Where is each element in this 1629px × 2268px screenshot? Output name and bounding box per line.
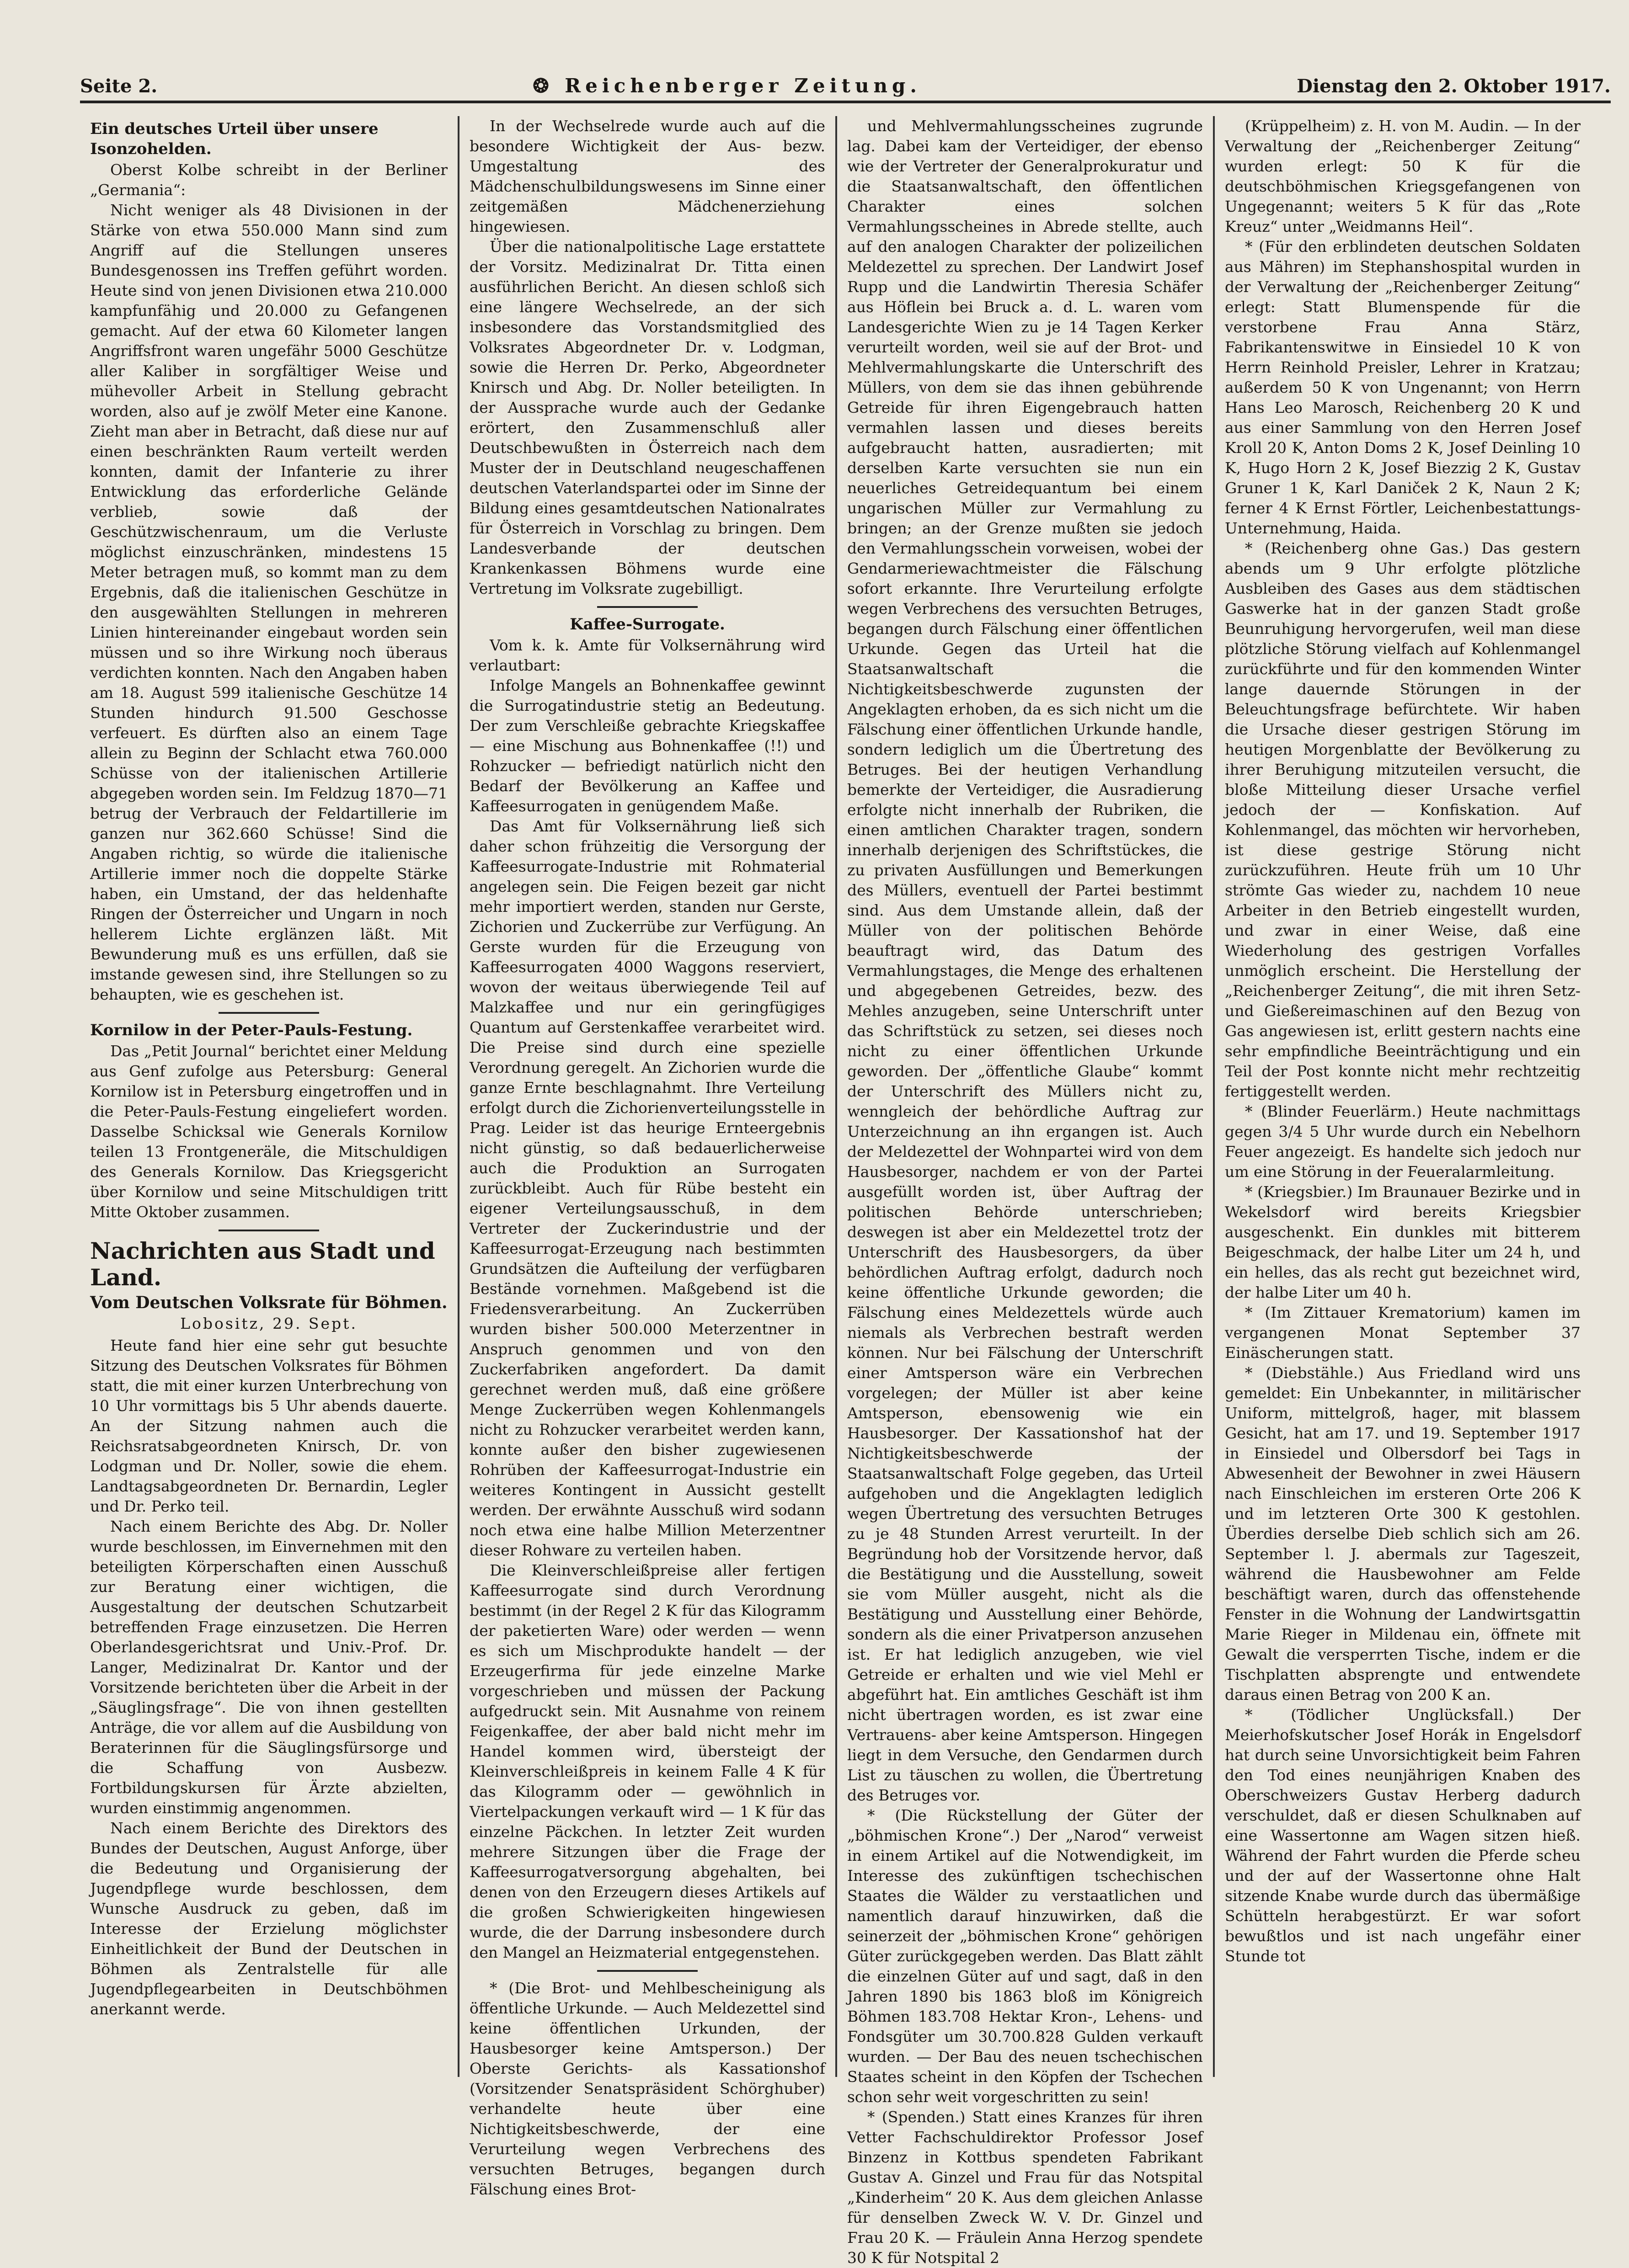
paragraph: und Mehlvermahlungsscheines zugrunde lag. Dabei kam der Verteidiger, der ebenso wie der Vertreter der Generalprokuratur und die Staatsanwaltschaft, den öffentlichen Charakter eines solchen Vermahlungsscheines in Abrede stellte, auch auf den analogen Charakter der polizeilichen Meldezettel zu sprechen. Der Landwirt Josef Rupp und die Landwirtin Theresia Schäfer aus Höflein bei Bruck a. d. L. waren vom Landesgerichte Wien zu je 14 Tagen Kerker verurteilt worden, weil sie auf der Brot- und Mehlvermahlungskarte die Unterschrift des Müllers, von dem sie das ihnen gebührende Getreide für ihren Eigengebrauch hatten vermahlen lassen und dieses bereits aufgebraucht hatten, ausradierten; mit derselben Karte versuchten sie nun ein neuerliches Getreidequantum bei einem ungarischen Müller zur Vermahlung zu bringen; an der Grenze mußten sie jedoch den Vermahlungsschein vorweisen, wobei der Gendarmeriewachtmeister die Fälschung sofort erkannte. Ihre Verurteilung erfolgte wegen Verbrechens des versuchten Betruges, begangen durch Fälschung einer öffentlichen Urkunde. Gegen das Urteil hat die Staatsanwaltschaft die Nichtigkeitsbeschwerde zugunsten der Angeklagten erhoben, da es sich nicht um die Fälschung einer öffentlichen Urkunde handle, sondern lediglich um die Übertretung des Betruges. Bei der heutigen Verhandlung bemerkte der Verteidiger, die Ausradierung erfolgte nicht innerhalb der Rubriken, die einen amtlichen Charakter tragen, sondern innerhalb derjenigen des Schriftstückes, die zu privaten Ausfüllungen und Bemerkungen des Müllers, eventuell der Partei bestimmt sind. Aus dem Umstande allein, daß der Müller von der politischen Behörde beauftragt wird, das Datum des Vermahlungstages, die Menge des erhaltenen und abgegebenen Getreides, bezw. des Mehles anzugeben, seine Unterschrift unter das Schriftstück zu setzen, sei dieses noch nicht zu einer öffentlichen Urkunde geworden. Der „öffentliche Glaube“ kommt der Unterschrift des Müllers nicht zu, wenngleich der behördliche Auftrag zur Unterzeichnung an ihn ergangen ist. Auch der Meldezettel der Wohnpartei wird von dem Hausbesorger, nachdem er von der Partei ausgefüllt worden ist, über Auftrag der politischen Behörde unterschrieben; deswegen ist aber ein Meldezettel trotz der Unterschrift des Hausbesorgers, da über behördlichen Auftrag erfolgt, dadurch noch keine öffentliche Urkunde geworden; die Fälschung eines Meldezettels würde auch niemals als Verbrechen bestraft werden können. Nur bei Fälschung der Unterschrift einer Amtsperson wäre ein Verbrechen vorgelegen; der Müller ist aber keine Amtsperson, ebensowenig wie ein Hausbesorger. Der Kassationshof hat der Nichtigkeitsbeschwerde der Staatsanwaltschaft Folge gegeben, das Urteil aufgehoben und die Angeklagten lediglich wegen Übertretung des versuchten Betruges zu je 48 Stunden Arrest verurteilt. In der Begründung hob der Vorsitzende hervor, daß die Bestätigung und die Ausstellung, soweit sie vom Müller ausgeht, nicht als die Bestätigung und Ausstellung einer Behörde, sondern als die einer Privatperson anzusehen ist. Er hat lediglich anzugeben, wie viel Getreide er erhalten und wie viel Mehl er abgeführt hat. Ein amtliches Geschäft ist ihm nicht übertragen worden, es ist zwar eine Vertrauens- aber keine Amtsperson. Hingegen liegt in dem Versuche, den Gendarmen durch List zu täuschen zu wollen, die Übertretung des Betruges vor. <box>847 117 1203 1804</box>
paragraph: * (Diebstähle.) Aus Friedland wird uns gemeldet: Ein Unbekannter, in militärischer Uniform, mittelgroß, hager, mit blassem Gesicht, hat am 17. und 19. September 1917 in Einsiedel und Olbersdorf bei Tags in Abwesenheit der Bewohner in zwei Häusern nach Einschleichen im ersteren Orte 206 K und im letzteren Orte 300 K gestohlen. Überdies derselbe Dieb schlich sich am 26. September l. J. abermals zur Tageszeit, während die Hausbewohner am Felde beschäftigt waren, durch das offenstehende Fenster in die Wohnung der Landwirtsgattin Marie Rieger in Mildenau ein, öffnete mit Gewalt die versperrten Tische, indem er die Tischplatten absprengte und entwendete daraus einen Betrag von 200 K an. <box>1225 1364 1581 1704</box>
paragraph: Oberst Kolbe schreibt in der Berliner „Germania“: <box>90 161 448 199</box>
paragraph: Das Amt für Volksernährung ließ sich daher schon frühzeitig die Versorgung der Kaffeesurrogate-Industrie mit Rohmaterial angelegen sein. Die Feigen bezeit gar nicht mehr importiert werden, standen nur Gerste, Zichorien und Zuckerrübe zur Verfügung. An Gerste wurden für die Erzeugung von Kaffeesurrogaten 4000 Waggons reserviert, wovon der weitaus überwiegende Teil auf Malzkaffee und nur ein geringfügiges Quantum auf Gerstenkaffee verarbeitet wird. Die Preise sind durch eine spezielle Verordnung geregelt. An Zichorien wurde die ganze Ernte beschlagnahmt. Ihre Verteilung erfolgt durch die Zichorienverteilungsstelle in Prag. Leider ist das heurige Ernteergebnis nicht günstig, so daß bedauerlicherweise auch die Produktion an Surrogaten zurückbleibt. Auch für Rübe besteht ein eigener Verteilungsausschuß, in dem Vertreter der Zuckerindustrie und der Kaffeesurrogat-Erzeugung nach bestimmten Grundsätzen die Aufteilung der verfügbaren Bestände vornehmen. Maßgebend ist die Friedensverarbeitung. An Zuckerrüben wurden bisher 500.000 Meterzentner in Anspruch genommen und von den Zuckerfabriken angefordert. Da damit gerechnet werden muß, daß eine größere Menge Zuckerrüben wegen Kohlenmangels nicht zu Rohzucker verarbeitet werden kann, konnte außer den bisher zugewiesenen Rohrüben der Kaffeesurrogat-Industrie ein weiteres Kontingent in Aussicht gestellt werden. Der erwähnte Ausschuß wird sodann noch etwa eine halbe Million Meterzentner dieser Rohware zu verteilen haben. <box>470 817 825 1559</box>
paragraph: * (Die Rückstellung der Güter der „böhmischen Krone“.) Der „Narod“ verweist in einem Artikel auf die Notwendigkeit, im Interesse des zukünftigen tschechischen Staates die Wälder zu verstaatlichen und namentlich darauf hinzuwirken, daß die seinerzeit der „böhmischen Krone“ gehörigen Güter zurückgegeben werden. Das Blatt zählt die einzelnen Güter auf und sagt, daß in den Jahren 1890 bis 1863 bloß im Königreich Böhmen 183.708 Hektar Kron-, Lehens- und Fondsgüter um 30.700.828 Gulden verkauft wurden. — Der Bau des neuen tschechischen Staates scheint in den Köpfen der Tschechen schon sehr weit vorgeschritten zu sein! <box>847 1806 1203 2106</box>
paragraph: Heute fand hier eine sehr gut besuchte Sitzung des Deutschen Volksrates für Böhmen statt, die mit einer kurzen Unterbrechung von 10 Uhr vormittags bis 5 Uhr abends dauerte. An der Sitzung nahmen auch die Reichsratsabgeordneten Knirsch, Dr. von Lodgman und Dr. Noller, sowie die ehem. Landtagsabgeordneten Dr. Bernardin, Legler und Dr. Perko teil. <box>90 1336 448 1515</box>
paragraph: Nach einem Berichte des Abg. Dr. Noller wurde beschlossen, im Einvernehmen mit den beteiligten Körperschaften einen Ausschuß zur Beratung einer wichtigen, die Ausgestaltung der deutschen Schutzarbeit betreffenden Frage einzusetzen. Die Herren Oberlandesgerichtsrat und Univ.-Prof. Dr. Langer, Medizinalrat Dr. Kantor und der Vorsitzende berichteten über die Arbeit in der „Säuglingsfrage“. Die von ihnen gestellten Anträge, die vor allem auf die Ausbildung von Beraterinnen für die Säuglingsfürsorge und die Schaffung von Ausbezw. Fortbildungskursen für Ärzte abzielten, wurden einstimmig angenommen. <box>90 1517 448 1817</box>
page-number: Seite 2. <box>80 75 158 97</box>
issue-date: Dienstag den 2. Oktober 1917. <box>1297 75 1611 97</box>
paragraph: Die Kleinverschleißpreise aller fertigen Kaffeesurrogate sind durch Verordnung bestimmt (in der Regel 2 K für das Kilogramm der paketierten Ware) oder werden — wenn es sich um Mischprodukte handelt — der Erzeugerfirma für jede einzelne Marke vorgeschrieben und müssen der Packung aufgedruckt sein. Mit Ausnahme von reinem Feigenkaffee, der aber bald nicht mehr im Handel kommen wird, übersteigt der Kleinverschleißpreis in keinem Falle 4 K für das Kilogramm oder — gewöhnlich in Viertelpackungen verkauft wird — 1 K für das einzelne Päckchen. In letzter Zeit wurden mehrere Sitzungen über die Frage der Kaffeesurrogatversorgung abgehalten, bei denen von den Erzeugern dieses Artikels auf die großen Schwierigkeiten hingewiesen wurde, die der Darrung insbesondere durch den Mangel an Heizmaterial entgegenstehen. <box>470 1561 825 1961</box>
paragraph: * (Die Brot- und Mehlbescheinigung als öffentliche Urkunde. — Auch Meldezettel sind keine öffentlichen Urkunden, der Hausbesorger keine Amtsperson.) Der Oberste Gerichts- als Kassationshof (Vorsitzender Senatspräsident Schörghuber) verhandelte heute über eine Nichtigkeitsbeschwerde, der eine Verurteilung wegen Verbrechens des versuchten Betruges, begangen durch Fälschung eines Brot- <box>470 1979 825 2198</box>
dateline: Lobositz, 29. Sept. <box>180 1315 358 1332</box>
divider <box>597 1970 698 1972</box>
paragraph: In der Wechselrede wurde auch auf die besondere Wichtigkeit der Aus- bezw. Umgestaltung des Mädchenschulbildungswesens im Sinne einer zeitgemäßen Mädchenerziehung hingewiesen. <box>470 117 825 235</box>
divider <box>219 1012 319 1014</box>
paragraph: Vom k. k. Amte für Volksernährung wird verlautbart: <box>470 636 825 674</box>
paragraph: * (Im Zittauer Krematorium) kamen im vergangenen Monat September 37 Einäscherungen statt. <box>1225 1304 1581 1362</box>
paragraph: * (Spenden.) Statt eines Kranzes für ihren Vetter Fachschuldirektor Professor Josef Binzenz in Kottbus spendeten Fabrikant Gustav A. Ginzel und Frau für das Notspital „Kinderheim“ 20 K. Aus dem gleichen Anlasse für denselben Zweck W. V. Dr. Ginzel und Frau 20 K. — Fräulein Anna Herzog spendete 30 K für Notspital 2 <box>847 2108 1203 2267</box>
divider <box>219 1230 319 1231</box>
section-heading: Nachrichten aus Stadt und Land. <box>90 1237 435 1291</box>
article-heading: Kornilow in der Peter-Pauls-Festung. <box>90 1021 413 1039</box>
paragraph: * (Für den erblindeten deutschen Soldaten aus Mähren) im Stephanshospital wurden in der Verwaltung der „Reichenberger Zeitung“ erlegt: Statt Blumenspende für die verstorbene Frau Anna Stärz, Fabrikantenswitwe in Einsiedel 10 K von Herrn Reinhold Preisler, Lehrer in Kratzau; außerdem 50 K von Ungenannt; von Herrn Hans Leo Marosch, Reichenberg 20 K und aus einer Sammlung von den Herren Josef Kroll 20 K, Anton Doms 2 K, Josef Deinling 10 K, Hugo Horn 2 K, Josef Biezzig 2 K, Gustav Gruner 1 K, Karl Daniček 2 K, Naun 2 K; ferner 4 K Ernst Förtler, Leichenbestattungs-Unternehmung, Haida. <box>1225 238 1581 537</box>
article-heading: Kaffee-Surrogate. <box>570 615 725 634</box>
column-2 <box>458 116 835 2198</box>
columns <box>80 116 1611 2267</box>
paragraph: * (Reichenberg ohne Gas.) Das gestern abends um 9 Uhr erfolgte plötzliche Ausbleiben des Gases aus dem städtischen Gaswerke hat in der ganzen Stadt große Beunruhigung hervorgerufen, weil man diese plötzliche Störung vielfach auf Kohlenmangel zurückführte und für den kommenden Winter lange dauernde Störungen in der Beleuchtungsfrage befürchtete. Wir haben die Ursache dieser gestrigen Störung im heutigen Morgenblatte der Bevölkerung zu ihrer Beruhigung mitzuteilen versucht, die bloße Mitteilung dieser Ursache verfiel jedoch der — Konfiskation. Auf Kohlenmangel, das möchten wir hervorheben, ist diese gestrige Störung nicht zurückzuführen. Heute früh um 10 Uhr strömte Gas wieder zu, nachdem 10 neue Arbeiter in den Betrieb eingestellt wurden, und zwar in einer Weise, daß eine Wiederholung des gestrigen Vorfalles unmöglich erscheint. Die Herstellung der „Reichenberger Zeitung“, die mit ihren Setz- und Gießereimaschinen auf den Bezug von Gas angewiesen ist, erlitt gestern nachts eine sehr empfindliche Beeinträchtigung und ein Teil der Post konnte nicht mehr rechtzeitig fertiggestellt werden. <box>1225 539 1581 1100</box>
column-4 <box>1213 116 1591 2077</box>
paragraph: Infolge Mangels an Bohnenkaffee gewinnt die Surrogatindustrie stetig an Bedeutung. Der zum Verschleiße gebrachte Kriegskaffee — eine Mischung aus Bohnenkaffee (!!) und Rohzucker — befriedigt natürlich nicht den Bedarf der Bevölkerung an Kaffee und Kaffeesurrogaten in genügendem Maße. <box>470 676 825 815</box>
paragraph: * (Tödlicher Unglücksfall.) Der Meierhofskutscher Josef Horák in Engelsdorf hat durch seine Unvorsichtigkeit beim Fahren den Tod eines neunjährigen Knaben des Oberschweizers Gustav Herberg dadurch verschuldet, daß er diesen Schulknaben auf eine Wassertonne am Wagen sitzen hieß. Während der Fahrt wurden die Pferde scheu und der auf der Wassertonne ohne Halt sitzende Knabe wurde durch das übermäßige Schütteln herabgestürzt. Er war sofort bewußtlos und ist nach ungefähr einer Stunde tot <box>1225 1706 1581 1965</box>
column-3 <box>835 116 1213 2267</box>
paragraph: Das „Petit Journal“ berichtet einer Meldung aus Genf zufolge aus Petersburg: General Kornilow ist in Petersburg eingetroffen und in die Peter-Pauls-Festung eingeliefert worden. Dasselbe Schicksal wie Generals Kornilow teilen 13 Frontgeneräle, die Mitschuldigen des Generals Kornilow. Das Kriegsgericht über Kornilow und seine Mitschuldigen tritt Mitte Oktober zusammen. <box>90 1042 448 1221</box>
paragraph: Über die nationalpolitische Lage erstattete der Vorsitz. Medizinalrat Dr. Titta einen ausführlichen Bericht. An diesen schloß sich eine längere Wechselrede, an der sich insbesondere das Vorstandsmitglied des Volksrates Abgeordneter Dr. v. Lodgman, sowie die Herren Dr. Perko, Abgeordneter Knirsch und Abg. Dr. Noller beteiligten. In der Aussprache wurde auch der Gedanke erörtert, den Zusammenschluß aller Deutschbewußten in Österreich nach dem Muster der in Deutschland neugeschaffenen deutschen Vaterlandspartei oder im Sinne der Bildung eines gesamtdeutschen Nationalrates für Österreich in Vorschlag zu bringen. Dem Landesverbande der deutschen Krankenkassen Böhmens wurde eine Vertretung im Volksrate zugebilligt. <box>470 238 825 597</box>
paragraph: * (Blinder Feuerlärm.) Heute nachmittags gegen 3/4 5 Uhr wurde durch ein Nebelhorn Feuer angezeigt. Es handelte sich jedoch nur um eine Störung in der Feueralarmleitung. <box>1225 1102 1581 1181</box>
sub-heading: Vom Deutschen Volksrate für Böhmen. <box>90 1293 448 1312</box>
divider <box>597 606 698 608</box>
column-1 <box>80 116 458 2077</box>
paragraph: * (Kriegsbier.) Im Braunauer Bezirke und in Wekelsdorf wird bereits Kriegsbier ausgeschenkt. Ein dunkles mit bitterem Beigeschmack, der halbe Liter um 24 h, und ein helles, das als recht gut bezeichnet wird, der halbe Liter um 40 h. <box>1225 1183 1581 1301</box>
article-heading: Ein deutsches Urteil über unsere Isonzohelden. <box>90 120 379 158</box>
page-header <box>80 69 1611 103</box>
masthead: ❂ Reichenberger Zeitung. <box>533 75 922 97</box>
paragraph: Nach einem Berichte des Direktors des Bundes der Deutschen, August Anforge, über die Bedeutung und Organisierung der Jugendpflege wurde beschlossen, dem Wunsche Ausdruck zu geben, daß im Interesse der Erzielung möglichster Einheitlichkeit der Bund der Deutschen in Böhmen als Zentralstelle für alle Jugendpflegearbeiten in Deutschböhmen anerkannt werde. <box>90 1819 448 2018</box>
paragraph: (Krüppelheim) z. H. von M. Audin. — In der Verwaltung der „Reichenberger Zeitung“ wurden erlegt: 50 K für die deutschböhmischen Kriegsgefangenen von Ungegenannt; weiters 5 K für das „Rote Kreuz“ unter „Weidmanns Heil“. <box>1225 117 1581 235</box>
paragraph: Nicht weniger als 48 Divisionen in der Stärke von etwa 550.000 Mann sind zum Angriff auf die Stellungen unseres Bundesgenossen ins Treffen geführt worden. Heute sind von jenen Divisionen etwa 210.000 kampfunfähig und 20.000 zu Gefangenen gemacht. Auf der etwa 60 Kilometer langen Angriffsfront waren ungefähr 5000 Geschütze aller Kaliber in sorgfältiger Weise und mühevoller Arbeit in Stellung gebracht worden, also auf je zwölf Meter eine Kanone. Zieht man aber in Betracht, daß diese nur auf einen beschränkten Raum verteilt werden konnten, damit der Infanterie zu ihrer Entwicklung das erforderliche Gelände verblieb, sowie daß der Geschützwischenraum, um die Verluste möglichst einzuschränken, mindestens 15 Meter betragen muß, so kommt man zu dem Ergebnis, daß die italienischen Geschütze in den ausgewählten Stellungen in mehreren Linien hintereinander eingebaut worden sein müssen und so ihre Wirkung noch überaus verdichten konnten. Nach den Angaben haben am 18. August 599 italienische Geschütze 14 Stunden hindurch 91.500 Geschosse verfeuert. Es dürften also an einem Tage allein zu Beginn der Schlacht etwa 760.000 Schüsse von der italienischen Artillerie abgegeben worden sein. Im Feldzug 1870—71 betrug der Verbrauch der Feldartillerie im ganzen nur 362.660 Schüsse! Sind die Angaben richtig, so würde die italienische Artillerie immer noch die doppelte Stärke haben, ein Umstand, der das heldenhafte Ringen der Österreicher und Ungarn in noch hellerem Lichte erglänzen läßt. Mit Bewunderung muß es uns erfüllen, daß sie imstande gewesen sind, ihre Stellungen so zu behaupten, wie es geschehen ist. <box>90 201 448 1003</box>
